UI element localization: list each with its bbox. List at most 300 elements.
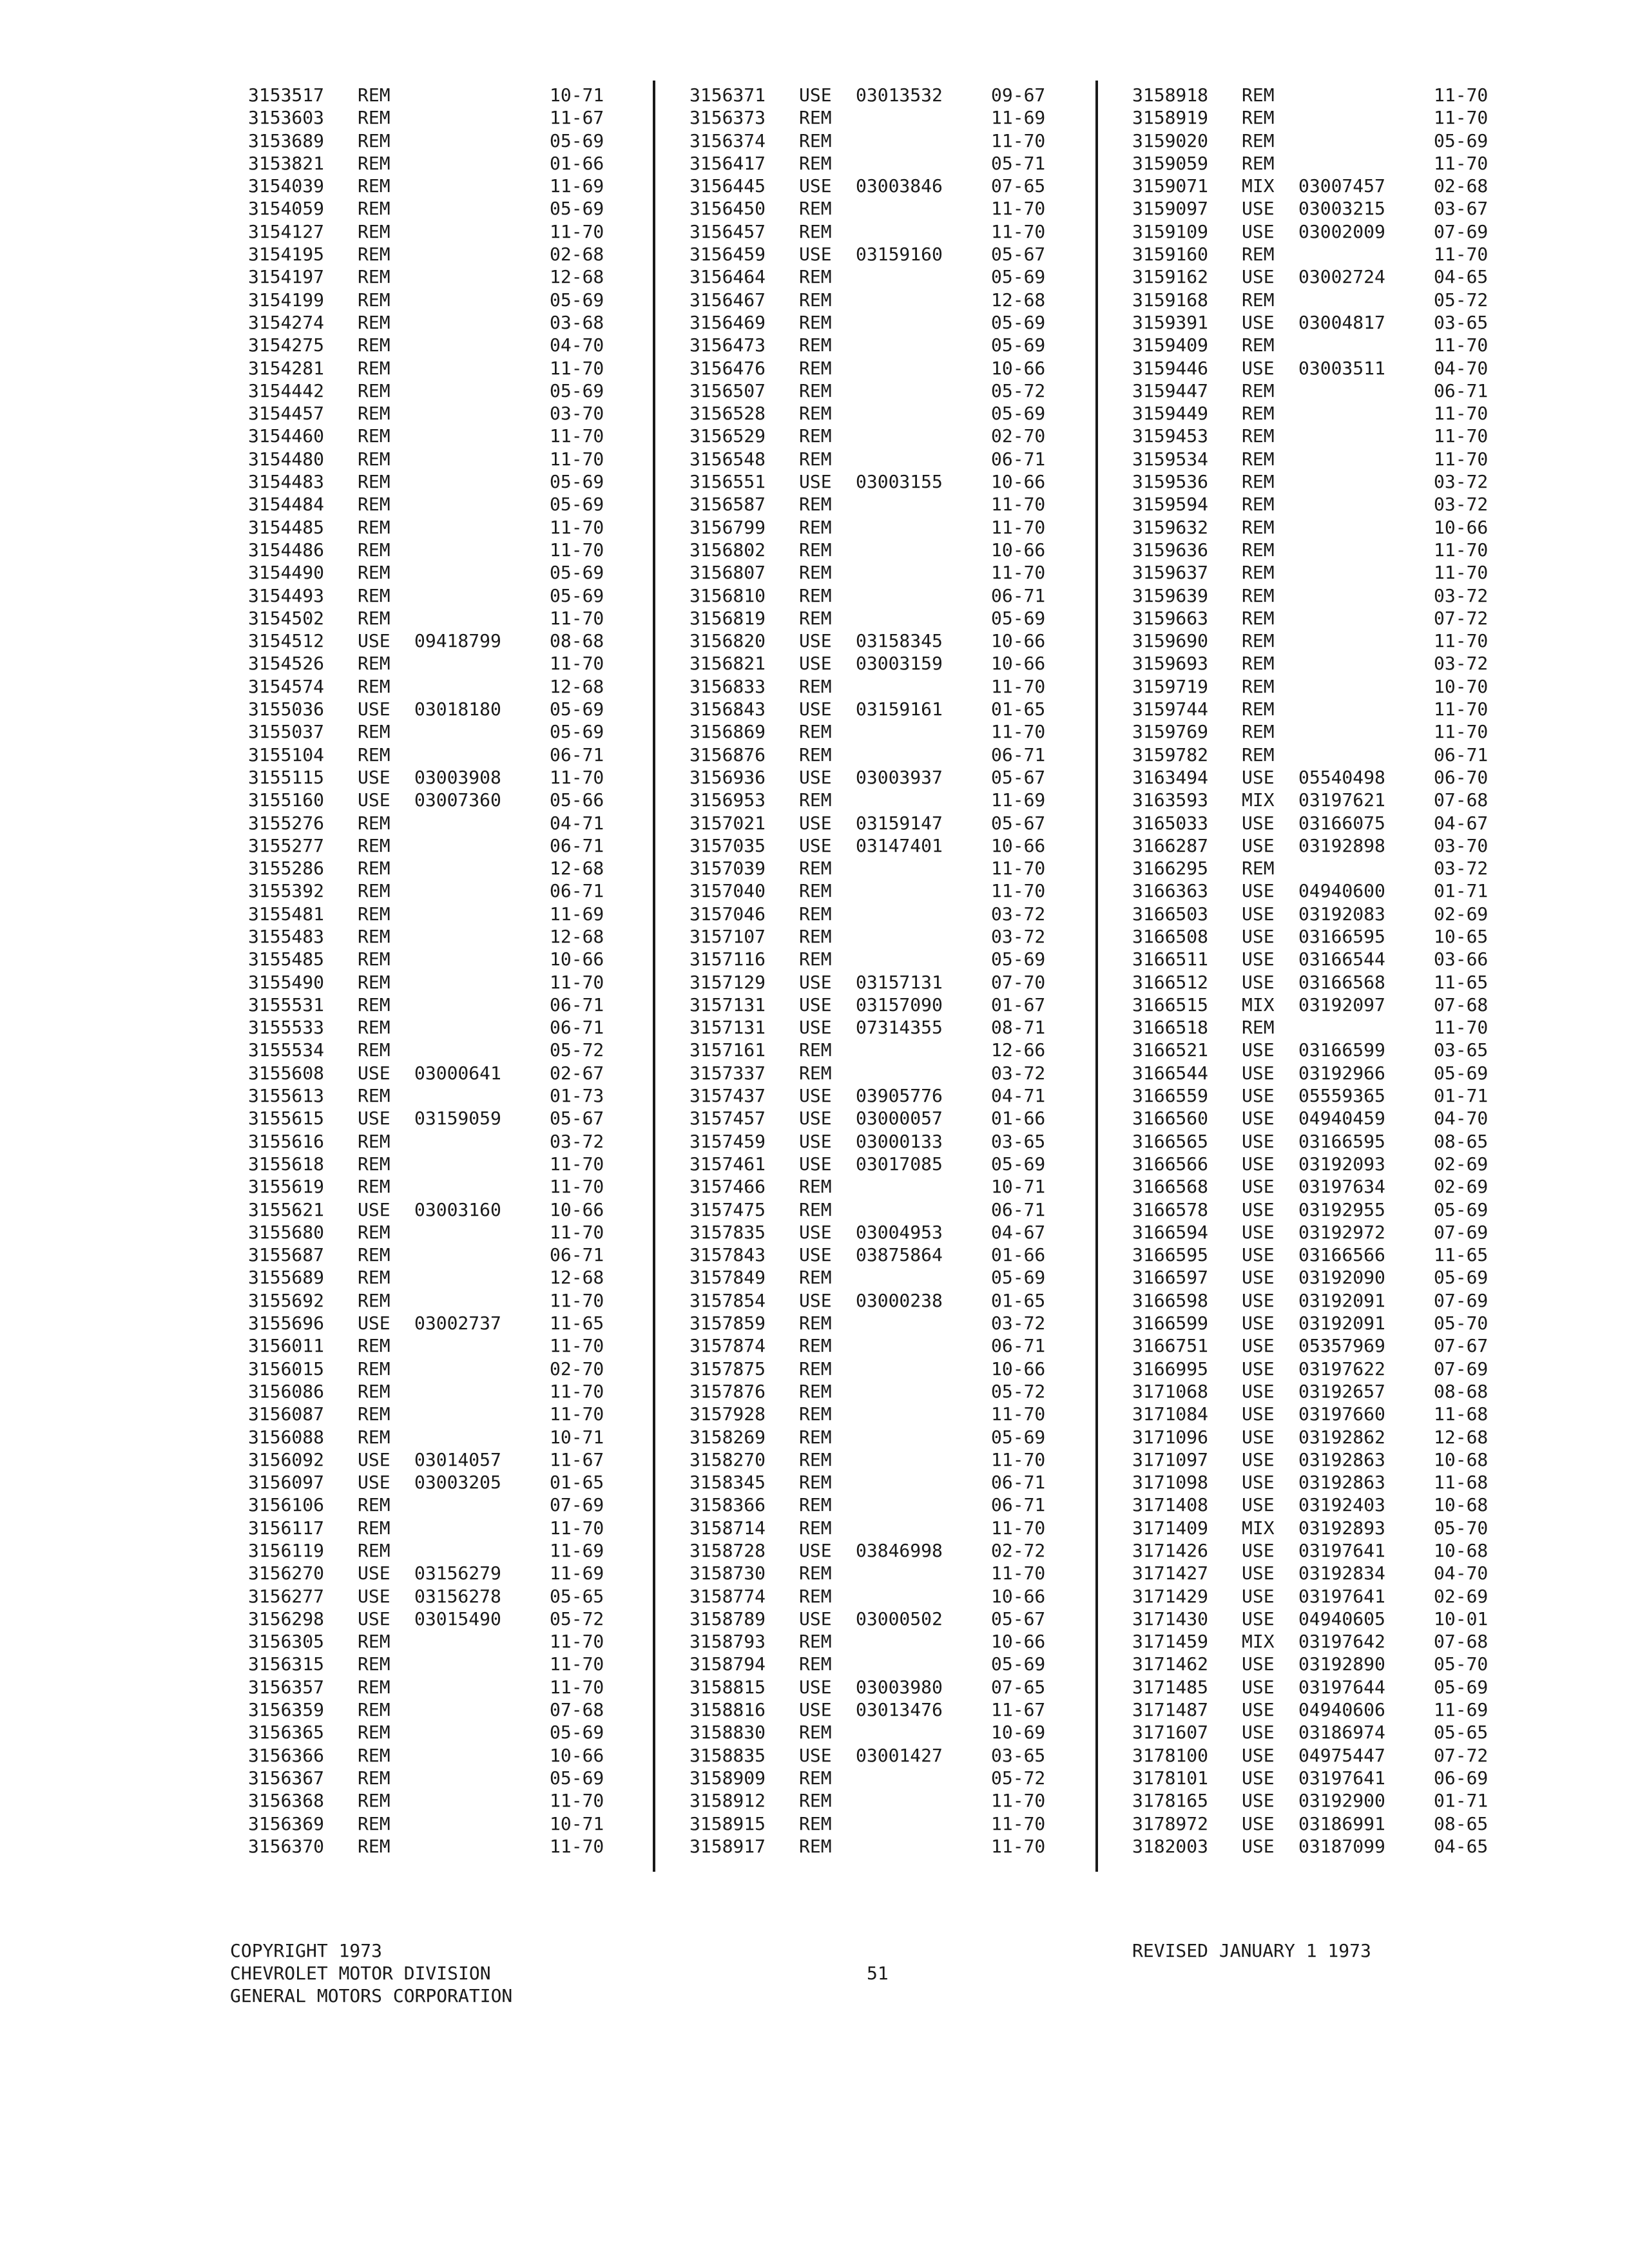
- action-code: USE: [358, 1562, 390, 1584]
- action-code: REM: [358, 1403, 390, 1425]
- part-number: 3159168: [1132, 289, 1209, 311]
- part-number: 3157457: [689, 1108, 766, 1129]
- replacement-part: 03002009: [1298, 220, 1385, 242]
- parts-row: [1132, 1471, 1505, 1494]
- parts-row: [248, 879, 621, 902]
- date-code: 05-69: [550, 198, 604, 220]
- date-code: 11-70: [1434, 152, 1489, 174]
- parts-row: [1132, 1153, 1505, 1175]
- part-number: 3158793: [689, 1631, 766, 1653]
- part-number: 3155608: [248, 1062, 325, 1084]
- part-number: 3157475: [689, 1198, 766, 1220]
- replacement-part: 03192091: [1298, 1289, 1385, 1311]
- part-number: 3171409: [1132, 1517, 1209, 1539]
- part-number: 3154199: [248, 289, 325, 311]
- replacement-part: 04940606: [1298, 1699, 1385, 1721]
- part-number: 3159020: [1132, 130, 1209, 151]
- action-code: USE: [799, 1221, 832, 1243]
- parts-row: [1132, 1380, 1505, 1403]
- action-code: REM: [1242, 289, 1275, 311]
- part-number: 3155286: [248, 858, 325, 879]
- parts-row: [689, 1221, 1062, 1244]
- part-number: 3166565: [1132, 1130, 1209, 1152]
- parts-row: [689, 675, 1062, 698]
- part-number: 3166511: [1132, 948, 1209, 970]
- parts-row: [248, 1744, 621, 1767]
- part-number: 3155037: [248, 721, 325, 743]
- action-code: USE: [1242, 925, 1275, 947]
- date-code: 01-65: [991, 698, 1046, 720]
- date-code: 07-67: [1434, 1335, 1489, 1357]
- action-code: USE: [799, 1244, 832, 1266]
- action-code: REM: [358, 1267, 390, 1289]
- parts-row: [689, 130, 1062, 152]
- date-code: 05-67: [991, 766, 1046, 788]
- action-code: REM: [799, 403, 832, 425]
- date-code: 01-65: [991, 1289, 1046, 1311]
- part-number: 3156473: [689, 334, 766, 356]
- part-number: 3156445: [689, 175, 766, 197]
- action-code: REM: [799, 289, 832, 311]
- parts-row: [248, 629, 621, 652]
- date-code: 11-69: [550, 903, 604, 925]
- date-code: 06-69: [1434, 1767, 1489, 1789]
- parts-row: [1132, 1630, 1505, 1653]
- date-code: 11-69: [991, 789, 1046, 811]
- replacement-part: 03166568: [1298, 971, 1385, 993]
- date-code: 12-68: [550, 266, 604, 288]
- parts-row: [689, 1062, 1062, 1084]
- date-code: 11-70: [1434, 698, 1489, 720]
- date-code: 11-70: [1434, 107, 1489, 129]
- parts-row: [1132, 1403, 1505, 1425]
- replacement-part: 03192898: [1298, 834, 1385, 856]
- action-code: REM: [358, 425, 390, 447]
- date-code: 03-68: [550, 311, 604, 333]
- part-number: 3166503: [1132, 903, 1209, 925]
- part-number: 3156015: [248, 1358, 325, 1379]
- action-code: REM: [358, 1744, 390, 1766]
- copyright-line: COPYRIGHT 1973: [230, 1940, 383, 1961]
- parts-row: [248, 903, 621, 925]
- part-number: 3154281: [248, 357, 325, 379]
- parts-row: [248, 652, 621, 675]
- parts-row: [689, 1494, 1062, 1516]
- parts-row: [1132, 812, 1505, 834]
- action-code: REM: [358, 1153, 390, 1175]
- parts-row: [248, 1289, 621, 1312]
- parts-row: [248, 1562, 621, 1584]
- action-code: USE: [1242, 1221, 1275, 1243]
- parts-row: [248, 1812, 621, 1835]
- part-number: 3159769: [1132, 721, 1209, 743]
- part-number: 3156548: [689, 448, 766, 470]
- action-code: REM: [799, 198, 832, 220]
- date-code: 02-68: [550, 244, 604, 265]
- part-number: 3154526: [248, 653, 325, 675]
- parts-row: [689, 220, 1062, 243]
- part-number: 3156936: [689, 766, 766, 788]
- date-code: 11-70: [550, 1176, 604, 1198]
- part-number: 3154574: [248, 675, 325, 697]
- part-number: 3154480: [248, 448, 325, 470]
- action-code: USE: [1242, 1608, 1275, 1629]
- parts-row: [689, 470, 1062, 493]
- part-number: 3154502: [248, 607, 325, 629]
- action-code: REM: [358, 1221, 390, 1243]
- action-code: REM: [358, 1653, 390, 1675]
- part-number: 3155104: [248, 744, 325, 765]
- action-code: REM: [799, 311, 832, 333]
- part-number: 3166594: [1132, 1221, 1209, 1243]
- parts-row: [248, 289, 621, 311]
- action-code: REM: [358, 244, 390, 265]
- parts-row: [689, 380, 1062, 402]
- replacement-part: 03197641: [1298, 1767, 1385, 1789]
- action-code: REM: [799, 858, 832, 879]
- date-code: 05-69: [1434, 1267, 1489, 1289]
- parts-row: [689, 289, 1062, 311]
- date-code: 05-65: [550, 1585, 604, 1607]
- replacement-part: 03156278: [414, 1585, 501, 1607]
- replacement-part: 03014057: [414, 1448, 501, 1470]
- parts-row: [1132, 175, 1505, 197]
- date-code: 04-70: [1434, 1108, 1489, 1129]
- date-code: 11-70: [991, 516, 1046, 538]
- parts-row: [689, 1153, 1062, 1175]
- parts-row: [248, 1062, 621, 1084]
- action-code: REM: [358, 1790, 390, 1812]
- part-number: 3171430: [1132, 1608, 1209, 1629]
- parts-row: [248, 1016, 621, 1039]
- date-code: 07-68: [1434, 1631, 1489, 1653]
- date-code: 05-70: [1434, 1312, 1489, 1334]
- action-code: USE: [1242, 1335, 1275, 1357]
- date-code: 10-68: [1434, 1448, 1489, 1470]
- part-number: 3158815: [689, 1676, 766, 1698]
- date-code: 10-66: [550, 1744, 604, 1766]
- action-code: REM: [1242, 244, 1275, 265]
- date-code: 11-69: [550, 1562, 604, 1584]
- parts-row: [248, 584, 621, 607]
- part-number: 3158774: [689, 1585, 766, 1607]
- action-code: REM: [358, 516, 390, 538]
- date-code: 11-70: [550, 766, 604, 788]
- date-code: 05-72: [550, 1608, 604, 1629]
- replacement-part: 03003160: [414, 1198, 501, 1220]
- parts-row: [689, 1539, 1062, 1562]
- action-code: REM: [358, 1631, 390, 1653]
- action-code: USE: [799, 1108, 832, 1129]
- date-code: 02-70: [991, 425, 1046, 447]
- parts-row: [1132, 1358, 1505, 1380]
- part-number: 3154039: [248, 175, 325, 197]
- replacement-part: 03186974: [1298, 1722, 1385, 1744]
- parts-row: [248, 1266, 621, 1289]
- part-number: 3159632: [1132, 516, 1209, 538]
- action-code: REM: [1242, 380, 1275, 401]
- part-number: 3166508: [1132, 925, 1209, 947]
- part-number: 3171096: [1132, 1426, 1209, 1448]
- date-code: 07-72: [1434, 607, 1489, 629]
- date-code: 04-71: [991, 1085, 1046, 1107]
- date-code: 10-66: [991, 539, 1046, 561]
- date-code: 05-69: [991, 1426, 1046, 1448]
- action-code: REM: [358, 675, 390, 697]
- part-number: 3156869: [689, 721, 766, 743]
- part-number: 3159536: [1132, 471, 1209, 493]
- parts-row: [689, 1517, 1062, 1539]
- parts-row: [1132, 1221, 1505, 1244]
- action-code: USE: [358, 1108, 390, 1129]
- action-code: USE: [1242, 1267, 1275, 1289]
- part-number: 3154127: [248, 220, 325, 242]
- part-number: 3157131: [689, 1017, 766, 1039]
- date-code: 07-69: [1434, 1221, 1489, 1243]
- part-number: 3159636: [1132, 539, 1209, 561]
- replacement-part: 03159161: [856, 698, 943, 720]
- date-code: 07-69: [1434, 1289, 1489, 1311]
- part-number: 3159594: [1132, 494, 1209, 515]
- action-code: REM: [1242, 721, 1275, 743]
- parts-row: [689, 197, 1062, 220]
- parts-row: [1132, 1517, 1505, 1539]
- corporation-line: GENERAL MOTORS CORPORATION: [230, 1985, 513, 2006]
- part-number: 3158269: [689, 1426, 766, 1448]
- part-number: 3156529: [689, 425, 766, 447]
- date-code: 10-66: [991, 1358, 1046, 1379]
- date-code: 11-70: [550, 516, 604, 538]
- part-number: 3157021: [689, 812, 766, 834]
- replacement-part: 03000133: [856, 1130, 943, 1152]
- date-code: 04-65: [1434, 1835, 1489, 1857]
- action-code: USE: [1242, 1358, 1275, 1379]
- date-code: 11-70: [550, 653, 604, 675]
- parts-row: [248, 402, 621, 425]
- action-code: USE: [799, 1744, 832, 1766]
- action-code: REM: [358, 653, 390, 675]
- date-code: 05-69: [991, 607, 1046, 629]
- parts-row: [689, 1175, 1062, 1198]
- action-code: REM: [358, 1244, 390, 1266]
- part-number: 3157046: [689, 903, 766, 925]
- action-code: USE: [358, 698, 390, 720]
- date-code: 07-68: [1434, 789, 1489, 811]
- parts-row: [248, 1403, 621, 1425]
- date-code: 04-65: [1434, 266, 1489, 288]
- action-code: REM: [358, 1380, 390, 1402]
- part-number: 3158915: [689, 1812, 766, 1834]
- action-code: REM: [358, 880, 390, 902]
- parts-row: [1132, 470, 1505, 493]
- part-number: 3154485: [248, 516, 325, 538]
- parts-row: [689, 1039, 1062, 1061]
- part-number: 3157461: [689, 1153, 766, 1175]
- part-number: 3156464: [689, 266, 766, 288]
- action-code: REM: [799, 1039, 832, 1061]
- part-number: 3155534: [248, 1039, 325, 1061]
- replacement-part: 03192083: [1298, 903, 1385, 925]
- part-number: 3178165: [1132, 1790, 1209, 1812]
- replacement-part: 03003159: [856, 653, 943, 675]
- action-code: REM: [1242, 334, 1275, 356]
- date-code: 11-70: [1434, 334, 1489, 356]
- parts-row: [1132, 744, 1505, 766]
- action-code: USE: [1242, 1130, 1275, 1152]
- parts-row: [248, 1221, 621, 1244]
- date-code: 12-68: [550, 1267, 604, 1289]
- date-code: 03-72: [1434, 858, 1489, 879]
- date-code: 11-70: [550, 1335, 604, 1357]
- part-number: 3155680: [248, 1221, 325, 1243]
- parts-row: [1132, 289, 1505, 311]
- action-code: REM: [799, 107, 832, 129]
- part-number: 3155277: [248, 834, 325, 856]
- action-code: REM: [358, 812, 390, 834]
- parts-row: [689, 607, 1062, 629]
- parts-row: [689, 1198, 1062, 1221]
- date-code: 05-69: [991, 311, 1046, 333]
- replacement-part: 03002724: [1298, 266, 1385, 288]
- action-code: REM: [1242, 152, 1275, 174]
- parts-row: [689, 994, 1062, 1016]
- parts-row: [689, 1630, 1062, 1653]
- parts-row: [248, 1312, 621, 1334]
- parts-row: [248, 152, 621, 175]
- replacement-part: 03003980: [856, 1676, 943, 1698]
- part-number: 3156469: [689, 311, 766, 333]
- action-code: REM: [799, 1835, 832, 1857]
- action-code: REM: [358, 539, 390, 561]
- action-code: REM: [799, 1176, 832, 1198]
- date-code: 11-70: [1434, 425, 1489, 447]
- parts-row: [248, 834, 621, 857]
- replacement-part: 03186991: [1298, 1812, 1385, 1834]
- part-number: 3156106: [248, 1494, 325, 1516]
- part-number: 3159449: [1132, 403, 1209, 425]
- date-code: 03-65: [1434, 1039, 1489, 1061]
- action-code: REM: [799, 516, 832, 538]
- parts-row: [248, 766, 621, 789]
- date-code: 10-66: [991, 834, 1046, 856]
- action-code: REM: [358, 152, 390, 174]
- part-number: 3156365: [248, 1722, 325, 1744]
- parts-row: [689, 175, 1062, 197]
- action-code: REM: [358, 471, 390, 493]
- column-divider: [653, 81, 655, 1872]
- part-number: 3156119: [248, 1540, 325, 1561]
- parts-row: [248, 175, 621, 197]
- date-code: 07-72: [1434, 1744, 1489, 1766]
- parts-row: [689, 1767, 1062, 1789]
- part-number: 3156799: [689, 516, 766, 538]
- parts-row: [248, 1676, 621, 1698]
- part-number: 3171426: [1132, 1540, 1209, 1561]
- action-code: USE: [799, 1153, 832, 1175]
- date-code: 07-68: [1434, 994, 1489, 1015]
- date-code: 11-70: [550, 607, 604, 629]
- part-number: 3157337: [689, 1062, 766, 1084]
- replacement-part: 03000238: [856, 1289, 943, 1311]
- part-number: 3157129: [689, 971, 766, 993]
- action-code: REM: [799, 1426, 832, 1448]
- part-number: 3155276: [248, 812, 325, 834]
- replacement-part: 03192955: [1298, 1198, 1385, 1220]
- parts-row: [1132, 766, 1505, 789]
- replacement-part: 03192966: [1298, 1062, 1385, 1084]
- part-number: 3156369: [248, 1812, 325, 1834]
- parts-row: [1132, 675, 1505, 698]
- action-code: USE: [358, 789, 390, 811]
- parts-row: [689, 334, 1062, 356]
- date-code: 03-65: [991, 1744, 1046, 1766]
- action-code: USE: [1242, 1767, 1275, 1789]
- part-number: 3156088: [248, 1426, 325, 1448]
- action-code: USE: [1242, 1653, 1275, 1675]
- date-code: 11-65: [1434, 1244, 1489, 1266]
- replacement-part: 03192097: [1298, 994, 1385, 1015]
- date-code: 04-70: [1434, 357, 1489, 379]
- parts-row: [1132, 1244, 1505, 1266]
- parts-row: [1132, 1698, 1505, 1721]
- date-code: 01-66: [550, 152, 604, 174]
- action-code: USE: [1242, 1448, 1275, 1470]
- action-code: REM: [1242, 744, 1275, 765]
- part-number: 3154493: [248, 584, 325, 606]
- replacement-part: 03905776: [856, 1085, 943, 1107]
- replacement-part: 03166595: [1298, 1130, 1385, 1152]
- action-code: USE: [1242, 311, 1275, 333]
- action-code: REM: [1242, 425, 1275, 447]
- action-code: USE: [799, 175, 832, 197]
- replacement-part: 03002737: [414, 1312, 501, 1334]
- part-number: 3159637: [1132, 562, 1209, 584]
- parts-row: [689, 152, 1062, 175]
- part-number: 3159690: [1132, 630, 1209, 652]
- date-code: 05-69: [550, 289, 604, 311]
- action-code: REM: [799, 1790, 832, 1812]
- parts-row: [689, 84, 1062, 106]
- part-number: 3157928: [689, 1403, 766, 1425]
- part-number: 3157859: [689, 1312, 766, 1334]
- action-code: REM: [358, 1676, 390, 1698]
- date-code: 02-69: [1434, 1176, 1489, 1198]
- parts-row: [248, 448, 621, 470]
- date-code: 03-72: [1434, 471, 1489, 493]
- parts-row: [1132, 1494, 1505, 1516]
- action-code: REM: [358, 1540, 390, 1561]
- date-code: 06-71: [991, 1472, 1046, 1494]
- date-code: 01-66: [991, 1244, 1046, 1266]
- part-number: 3157039: [689, 858, 766, 879]
- part-number: 3171429: [1132, 1585, 1209, 1607]
- part-number: 3166578: [1132, 1198, 1209, 1220]
- action-code: USE: [1242, 1198, 1275, 1220]
- part-number: 3157849: [689, 1267, 766, 1289]
- date-code: 11-70: [991, 1403, 1046, 1425]
- parts-row: [1132, 334, 1505, 356]
- part-number: 3171427: [1132, 1562, 1209, 1584]
- parts-row: [1132, 448, 1505, 470]
- date-code: 07-65: [991, 1676, 1046, 1698]
- part-number: 3159693: [1132, 653, 1209, 675]
- replacement-part: 03159160: [856, 244, 943, 265]
- date-code: 06-71: [550, 880, 604, 902]
- part-number: 3171068: [1132, 1380, 1209, 1402]
- date-code: 10-70: [1434, 675, 1489, 697]
- action-code: USE: [1242, 1744, 1275, 1766]
- part-number: 3155619: [248, 1176, 325, 1198]
